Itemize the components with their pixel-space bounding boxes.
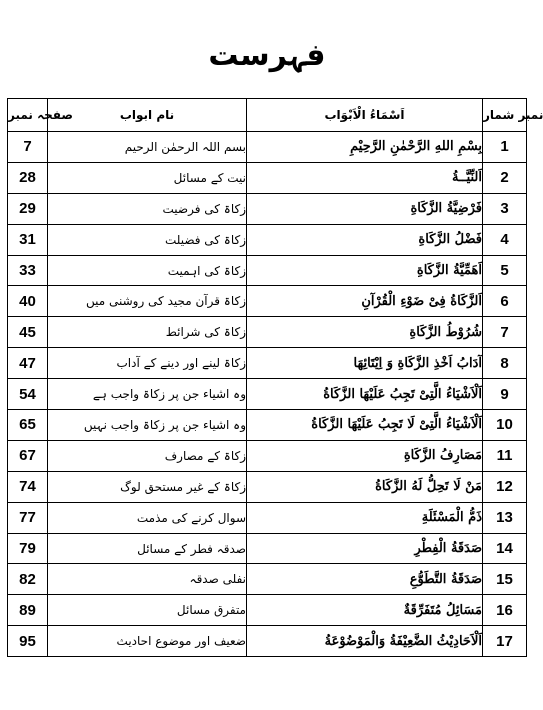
urdu-title-cell: صدقہ فطر کے مسائل [48,533,247,564]
table-row [8,162,527,193]
serial-number-cell: 6 [483,286,527,317]
page-number-cell: 65 [8,410,48,441]
table-row [8,132,527,163]
table-row [8,502,527,533]
serial-number-cell: 15 [483,564,527,595]
table-row [8,348,527,379]
urdu-title-cell: بسم اللہ الرحمٰن الرحیم [48,132,247,163]
arabic-title-cell: شُرُوْطُ الزَّكَاةِ [247,317,483,348]
urdu-title-cell: زکاۃ قرآن مجید کی روشنی میں [48,286,247,317]
header-serial-number: نمبر شمار [483,99,527,132]
page-number-cell: 7 [8,132,48,163]
arabic-title-cell: اَلْاَشْیَاءُ الَّتِیْ لَا تَجِبُ عَلَیْهَا الزَّكَاةُ [247,410,483,441]
table-row [8,533,527,564]
page-number-cell: 74 [8,471,48,502]
serial-number-cell: 2 [483,162,527,193]
page-number-cell: 67 [8,440,48,471]
serial-number-cell: 13 [483,502,527,533]
page-number-cell: 54 [8,379,48,410]
arabic-title-cell: اَلْاَحَادِیْثُ الضَّعِیْفَةُ وَالْمَوْضُوْعَةُ [247,626,483,657]
urdu-title-cell: زکاۃ لینے اور دینے کے آداب [48,348,247,379]
serial-number-cell: 11 [483,440,527,471]
urdu-title-cell: وہ اشیاء جن پر زکاۃ واجب نہیں [48,410,247,441]
table-row [8,410,527,441]
serial-number-cell: 7 [483,317,527,348]
urdu-title-cell: نفلی صدقہ [48,564,247,595]
header-row [8,99,527,132]
arabic-title-cell: فَرْضِیَّةُ الزَّكَاةِ [247,193,483,224]
table-of-contents [7,98,543,657]
page-number-cell: 33 [8,255,48,286]
table-row [8,564,527,595]
serial-number-cell: 4 [483,224,527,255]
urdu-title-cell: سوال کرنے کی مذمت [48,502,247,533]
serial-number-cell: 3 [483,193,527,224]
header-arabic-title: اَسْمَاءُ الْاَبْوَاب [247,99,483,132]
urdu-title-cell: زکاۃ کی شرائط [48,317,247,348]
page-title: فہرست [208,38,326,73]
urdu-title-cell: زکاۃ کے مصارف [48,440,247,471]
arabic-title-cell: اَلْاَشْیَاءُ الَّتِیْ تَجِبُ عَلَیْهَا الزَّكَاةُ [247,379,483,410]
urdu-title-cell: زکاۃ کی فرضیت [48,193,247,224]
page-number-cell: 82 [8,564,48,595]
page-number-cell: 29 [8,193,48,224]
page-number-cell: 79 [8,533,48,564]
arabic-title-cell: مَنْ لَا تَحِلُّ لَهُ الزَّكَاةُ [247,471,483,502]
urdu-title-cell: زکاۃ کی اہمیت [48,255,247,286]
table-row [8,224,527,255]
arabic-title-cell: اَهَمِّیَّةُ الزَّكَاةِ [247,255,483,286]
urdu-title-cell: ضعیف اور موضوع احادیث [48,626,247,657]
serial-number-cell: 5 [483,255,527,286]
serial-number-cell: 17 [483,626,527,657]
arabic-title-cell: صَدَقَةُ الْفِطْرِ [247,533,483,564]
arabic-title-cell: اَلنِّیَّــةُ [247,162,483,193]
urdu-title-cell: متفرق مسائل [48,595,247,626]
table-row [8,440,527,471]
arabic-title-cell: مَصَارِفُ الزَّكَاةِ [247,440,483,471]
page-number-cell: 95 [8,626,48,657]
serial-number-cell: 12 [483,471,527,502]
urdu-title-cell: نیت کے مسائل [48,162,247,193]
table-row [8,471,527,502]
serial-number-cell: 1 [483,132,527,163]
table-row [8,193,527,224]
page-number-cell: 47 [8,348,48,379]
arabic-title-cell: آدَابُ اَخْذِ الزَّكَاةِ وَ اِیْتَائِهَا [247,348,483,379]
page-number-cell: 45 [8,317,48,348]
serial-number-cell: 16 [483,595,527,626]
urdu-title-cell: زکاۃ کی فضیلت [48,224,247,255]
page-number-cell: 28 [8,162,48,193]
header-page-number: صفحہ نمبر [8,99,48,132]
table-body [8,132,527,657]
table-row [8,626,527,657]
table-row [8,317,527,348]
page-number-cell: 89 [8,595,48,626]
header-urdu-title: نام ابواب [48,99,247,132]
table-row [8,379,527,410]
serial-number-cell: 14 [483,533,527,564]
arabic-title-cell: اَلزَّكَاةُ فِیْ ضَوْءِ الْقُرْآنِ [247,286,483,317]
page-number-cell: 31 [8,224,48,255]
page-number-cell: 77 [8,502,48,533]
arabic-title-cell: مَسَائِلُ مُتَفَرِّقَةٌ [247,595,483,626]
serial-number-cell: 9 [483,379,527,410]
table-row [8,595,527,626]
urdu-title-cell: زکاۃ کے غیر مستحق لوگ [48,471,247,502]
urdu-title-cell: وہ اشیاء جن پر زکاۃ واجب ہے [48,379,247,410]
table-row [8,255,527,286]
serial-number-cell: 8 [483,348,527,379]
arabic-title-cell: فَضْلُ الزَّكَاةِ [247,224,483,255]
serial-number-cell: 10 [483,410,527,441]
arabic-title-cell: ذَمُّ الْمَسْئَلَةِ [247,502,483,533]
arabic-title-cell: صَدَقَةُ التَّطَوُّعِ [247,564,483,595]
page-number-cell: 40 [8,286,48,317]
arabic-title-cell: بِسْمِ اللهِ الرَّحْمٰنِ الرَّحِیْمِ [247,132,483,163]
table-row [8,286,527,317]
